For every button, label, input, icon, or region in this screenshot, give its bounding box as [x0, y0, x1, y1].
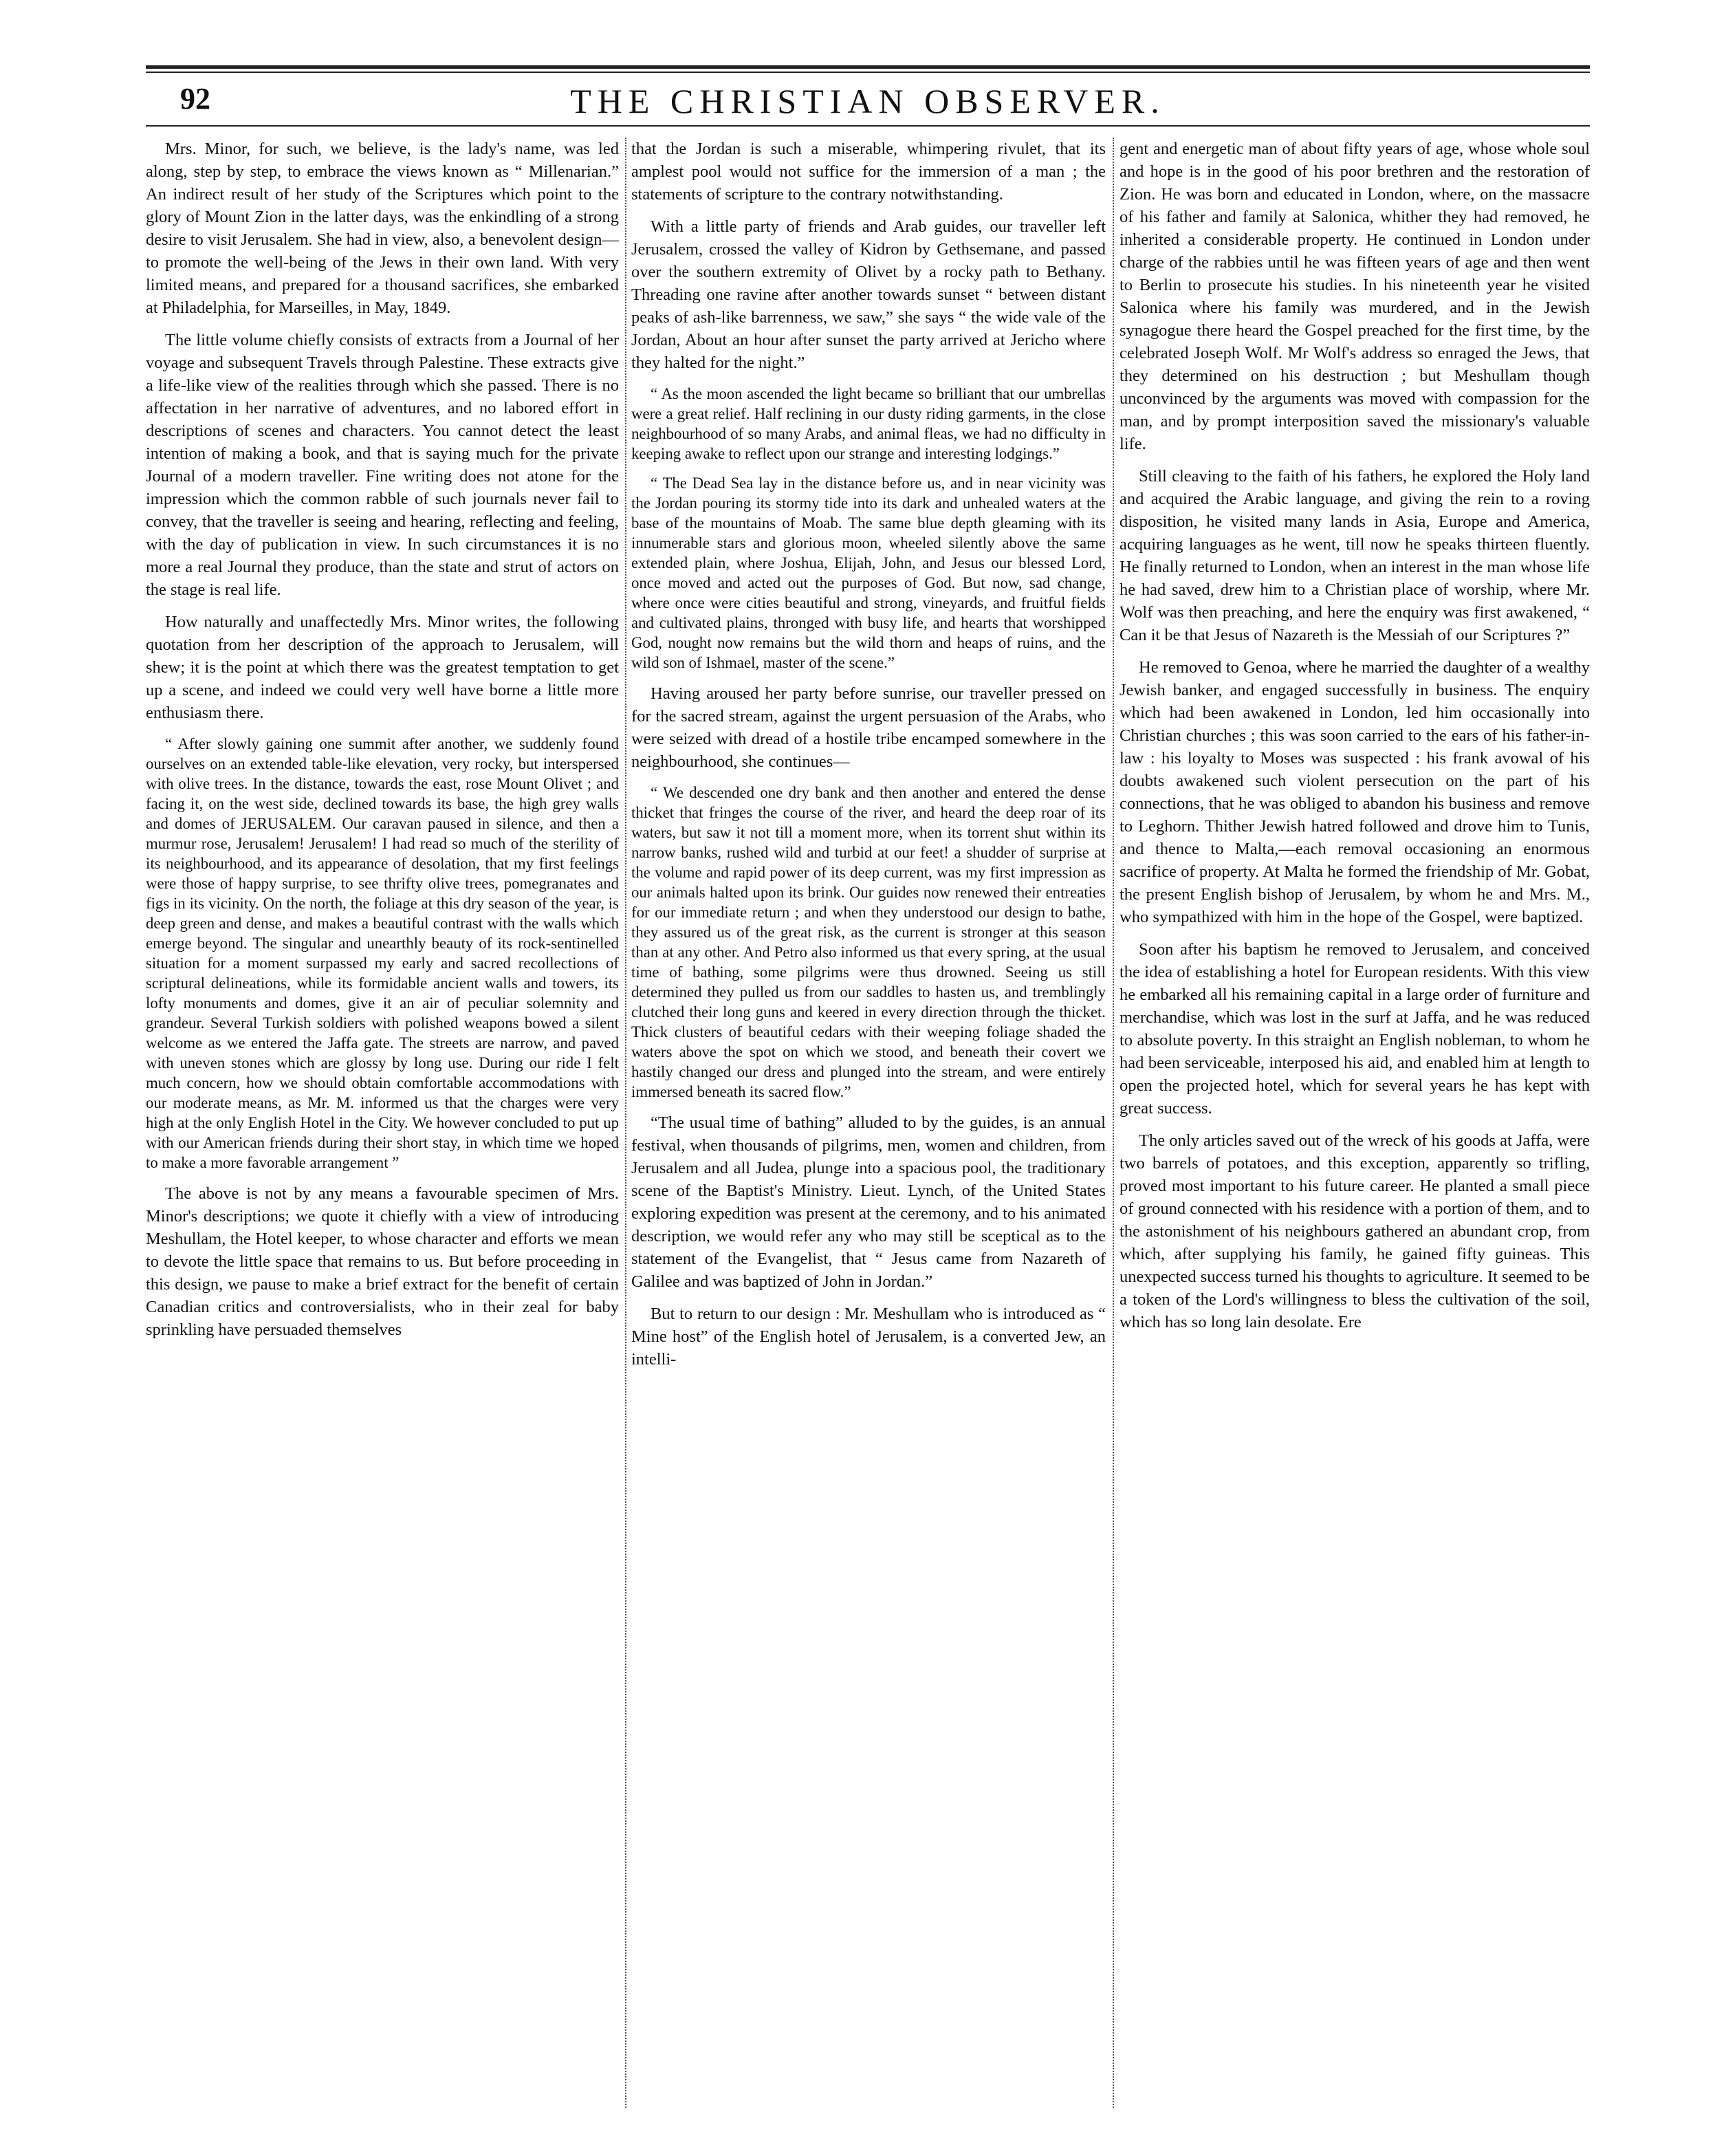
article-paragraph: How naturally and unaffectedly Mrs. Minor writes, the following quotation from her description of the approach to Jerusalem, will shew; it is the point at which there was the greatest temptation to get up a scene, and indeed we could very well have borne a little more enthusiasm there. — [146, 613, 619, 722]
top-rule-thick — [146, 65, 1590, 69]
article-paragraph: Having aroused her party before sunrise, our traveller pressed on for the sacred stream, against the urgent persuasion of the Arabs, who were seized with dread of a hostile tribe encamped somewhere in the neighbourhood, she continues— — [631, 684, 1106, 771]
article-paragraph: that the Jordan is such a miserable, whimpering rivulet, that its amplest pool would not suffice for the immersion of a man ; the statements of scripture to the contrary notwithstanding. — [631, 140, 1106, 204]
article-paragraph: “ As the moon ascended the light became so brilliant that our umbrellas were a great relief. Half reclining in our dusty riding garments, in the close neighbourhood of so many Arabs, and animal fleas, we had no difficulty in keeping awake to reflect upon our strange and interesting lodgings.” — [631, 385, 1106, 462]
article-paragraph: The little volume chiefly consists of extracts from a Journal of her voyage and subsequent Travels through Palestine. These extracts give a life-like view of the realities through which she passed. There is no affectation in her narrative of adventures, and no labored effort in descriptions of scenes and characters. You cannot detect the least intention of making a book, and that is saying much for the private Journal of a modern traveller. Fine writing does not atone for the impression which the common rabble of such journals never fail to convey, that the traveller is seeing and hearing, reflecting and feeling, with the day of publication in view. In such circumstances it is no more a real Journal they produce, than the state and strut of actors on the stage is real life. — [146, 331, 619, 599]
article-paragraph: “The usual time of bathing” alluded to by the guides, is an annual festival, when thousands of pilgrims, men, women and children, from Jerusalem and all Judea, plunge into a spacious pool, the traditionary scene of the Baptist's Ministry. Lieut. Lynch, of the United States exploring expedition was present at the ceremony, and to his animated description, we would refer any who may still be sceptical as to the statement of the Evangelist, that “ Jesus came from Nazareth of Galilee and was baptized of John in Jordan.” — [631, 1113, 1106, 1291]
article-paragraph: He removed to Genoa, where he married the daughter of a wealthy Jewish banker, and engaged successfully in business. The enquiry which had been awakened in London, led him occasionally into Christian churches ; this was soon carried to the ears of his father-in-law : his loyalty to Moses was suspected : his frank avowal of his doubts awakened such violent persecution on the part of his connections, that he was obliged to abandon his business and remove to Leghorn. Thither Jewish hatred followed and drove him to Tunis, and thence to Malta,—each removal occasioning an enormous sacrifice of property. At Malta he formed the friendship of Mr. Gobat, the present English bishop of Jerusalem, by whom he and Mrs. M., who sympathized with him in the hope of the Gospel, were baptized. — [1119, 658, 1590, 926]
article-paragraph: With a little party of friends and Arab guides, our traveller left Jerusalem, crossed the valley of Kidron by Gethsemane, and passed over the southern extremity of Olivet by a rocky path to Bethany. Threading one ravine after another towards sunset “ between distant peaks of ash-like barrenness, we saw,” she says “ the wide vale of the Jordan, About an hour after sunset the party arrived at Jericho where they halted for the night.” — [631, 217, 1106, 372]
text-column-2 — [631, 138, 1106, 2108]
article-paragraph: Mrs. Minor, for such, we believe, is the lady's name, was led along, step by step, to embrace the views known as “ Millenarian.” An indirect result of her study of the Scriptures which point to the glory of Mount Zion in the latter days, was the enkindling of a strong desire to visit Jerusalem. She had in view, also, a benevolent design—to promote the well-being of the Jews in their own land. With very limited means, and prepared for a thousand sacrifices, she embarked at Philadelphia, for Marseilles, in May, 1849. — [146, 140, 619, 317]
column-divider — [625, 138, 626, 2108]
article-paragraph: Soon after his baptism he removed to Jerusalem, and conceived the idea of establishing a hotel for European residents. With this view he embarked all his remaining capital in a large order of furniture and merchandise, which was lost in the surf at Jaffa, and he was reduced to absolute poverty. In this straight an English nobleman, to whom he had been serviceable, interposed his aid, and enabled him at length to open the projected hotel, which for several years he has kept with great success. — [1119, 940, 1590, 1118]
top-rule-thin — [146, 72, 1590, 73]
article-paragraph: The only articles saved out of the wreck of his goods at Jaffa, were two barrels of potatoes, and this exception, apparently so trifling, proved most important to his future career. He planted a small piece of ground connected with his residence with a portion of them, and to the astonishment of his neighbours gathered an abundant crop, from which, after supplying his family, he gained fifty guineas. This unexpected success turned his thoughts to agriculture. It seemed to be a token of the Lord's willingness to bless the cultivation of the soil, which has so long lain desolate. Ere — [1119, 1131, 1590, 1331]
article-paragraph: The above is not by any means a favourable specimen of Mrs. Minor's descriptions; we quote it chiefly with a view of introducing Meshullam, the Hotel keeper, to whose character and efforts we mean to devote the little space that remains to us. But before proceeding in this design, we pause to make a brief extract for the benefit of certain Canadian critics and controversialists, who in their zeal for baby sprinkling have persuaded themselves — [146, 1184, 619, 1339]
column-divider — [1113, 138, 1114, 2108]
text-column-3 — [1119, 138, 1590, 2108]
journal-title: THE CHRISTIAN OBSERVER. — [570, 82, 1166, 120]
article-paragraph: “ After slowly gaining one summit after another, we suddenly found ourselves on an extended table-like elevation, very rocky, but interspersed with olive trees. In the distance, towards the east, rose Mount Olivet ; and facing it, on the west side, declined towards its base, the high grey walls and domes of JERUSALEM. Our caravan paused in silence, and then a murmur rose, Jerusalem! Jerusalem! I had read so much of the sterility of its neighbourhood, and its appearance of desolation, that my first feelings were those of happy surprise, to see thrifty olive trees, pomegranates and figs in its vicinity. On the north, the foliage at this dry season of the year, is deep green and dense, and makes a beautiful contrast with the walls which emerge beyond. The singular and unearthly beauty of its rock-sentinelled situation for a moment surpassed my early and sacred recollections of scriptural delineations, while its formidable ancient walls and towers, its lofty monuments and domes, give it an air of peculiar solemnity and grandeur. Several Turkish soldiers with polished weapons bowed a silent welcome as we entered the Jaffa gate. The streets are narrow, and paved with uneven stones which are glossy by long use. During our ride I felt much concern, how we should obtain comfortable accommodations with our moderate means, as Mr. M. informed us that the charges were very high at the only English Hotel in the City. We however concluded to put up with our American friends during their short stay, in which time we hoped to make a more favorable arrangement ” — [146, 735, 619, 1171]
article-paragraph: But to return to our design : Mr. Meshullam who is introduced as “ Mine host” of the English hotel of Jerusalem, is a converted Jew, an intelli- — [631, 1305, 1106, 1369]
article-paragraph: “ The Dead Sea lay in the distance before us, and in near vicinity was the Jordan pouring its stormy tide into its dark and unhealed waters at the base of the mountains of Moab. The same blue depth gleaming with its innumerable stars and glorious moon, wheeled silently above the same extended plain, where Joshua, Elijah, John, and Jesus our blessed Lord, once moved and acted out the purposes of God. But now, sad change, where once were cities beautiful and strong, vineyards, and fruitful fields and cultivated plains, thronged with busy life, and hearts that worshipped God, nought now remains but the wild thorn and heaps of ruins, and the wild son of Ishmael, master of the scene.” — [631, 475, 1106, 671]
article-paragraph: “ We descended one dry bank and then another and entered the dense thicket that fringes the course of the river, and heard the deep roar of its waters, but saw it not till a moment more, when its torrent shut within its narrow banks, rushed wild and turbid at our feet! a shudder of surprise at the volume and rapid power of its deep current, was my first impression as our animals halted upon its brink. Our guides now renewed their entreaties for our immediate return ; and when they understood our design to bathe, they assured us of the great risk, as the current is stronger at this season than at any other. And Petro also informed us that every spring, at the usual time of bathing, some pilgrims were thus drowned. Seeing us still determined they pulled us from our saddles to hasten us, and tremblingly clutched their long guns and keered in every direction through the thicket. Thick clusters of beautiful cedars with their weeping foliage shaded the waters above the spot on which we stood, and beneath their covert we hastily changed our dress and plunged into the stream, and were entirely immersed beneath its sacred flow.” — [631, 784, 1106, 1100]
text-column-1 — [146, 138, 619, 2108]
page-header — [146, 81, 1590, 129]
article-paragraph: Still cleaving to the faith of his fathers, he explored the Holy land and acquired the Arabic language, and giving the rein to a roving disposition, he visited many lands in Asia, Europe and America, acquiring languages as he went, till now he speaks thirteen fluently. He finally returned to London, when an interest in the man whose life he had saved, drew him to a Christian place of worship, where Mr. Wolf was then preaching, and here the enquiry was first awakened, “ Can it be that Jesus of Nazareth is the Messiah of our Scriptures ?” — [1119, 467, 1590, 644]
article-paragraph: gent and energetic man of about fifty years of age, whose whole soul and hope is in the good of his poor brethren and the restoration of Zion. He was born and educated in London, where, on the massacre of his father and family at Salonica, whither they had removed, he inherited a considerable property. He continued in London under charge of the rabbies until he was fifteen years of age and then went to Berlin to prosecute his studies. In his nineteenth year he visited Salonica where his family was murdered, and in the Jewish synagogue there heard the Gospel preached for the first time, by the celebrated Joseph Wolf. Mr Wolf's address so enraged the Jews, that they determined on his destruction ; but Meshullam though unconvinced by the arguments was moved with compassion for the man, and by prompt interposition saved the missionary's valuable life. — [1119, 140, 1590, 453]
header-rule — [146, 125, 1590, 127]
page-number: 92 — [180, 82, 210, 116]
